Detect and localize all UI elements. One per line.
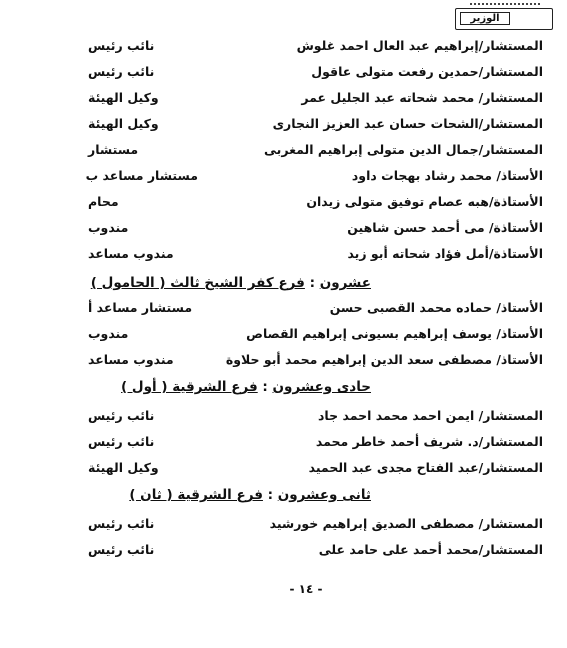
section-heading xyxy=(129,484,371,506)
person-name: الأستاذة/أمل فؤاد شحاته أبو زيد xyxy=(347,246,543,261)
list-item xyxy=(0,298,567,320)
person-name: الأستاذ/ مصطفى سعد الدين إبراهيم محمد أبو حلاوة xyxy=(225,352,543,367)
person-role: نائب رئيس xyxy=(88,64,155,79)
section-branch: فرع الشرقية ( ثان ) xyxy=(129,487,263,503)
section-branch: فرع الشرقية ( أول ) xyxy=(121,379,258,395)
list-item xyxy=(0,324,567,346)
list-item xyxy=(0,192,567,214)
person-name: المستشار/إبراهيم عبد العال احمد غلوش xyxy=(296,38,543,53)
list-item xyxy=(0,244,567,266)
section-separator: : xyxy=(262,487,278,503)
person-role: نائب رئيس xyxy=(88,38,155,53)
person-name: المستشار/ مصطفى الصديق إبراهيم خورشيد xyxy=(269,516,543,531)
person-name: المستشار/ محمد شحاته عبد الجليل عمر xyxy=(301,90,543,105)
list-item xyxy=(0,540,567,562)
header-dotted-line xyxy=(470,0,540,5)
person-role: وكيل الهيئة xyxy=(88,460,159,475)
person-role: مندوب مساعد xyxy=(88,246,174,261)
header-stamp xyxy=(455,8,553,30)
list-item xyxy=(0,406,567,428)
person-name: الأستاذ/ محمد رشاد بهجات داود xyxy=(351,168,543,183)
person-role: نائب رئيس xyxy=(88,542,155,557)
person-name: الأستاذ/ حماده محمد القصبى حسن xyxy=(329,300,543,315)
person-name: المستشار/الشحات حسان عبد العزيز النجارى xyxy=(272,116,543,131)
section-number: حادى وعشرون xyxy=(272,379,371,395)
person-name: الأستاذة/هبه عصام توفيق متولى زيدان xyxy=(306,194,543,209)
section-number: ثانى وعشرون xyxy=(277,487,371,503)
person-name: المستشار/عبد الفتاح مجدى عبد الحميد xyxy=(308,460,543,475)
person-role: مندوب xyxy=(88,326,129,341)
person-name: المستشار/ ايمن احمد محمد احمد جاد xyxy=(318,408,543,423)
person-role: وكيل الهيئة xyxy=(88,116,159,131)
person-role: نائب رئيس xyxy=(88,408,155,423)
list-item xyxy=(0,140,567,162)
person-role: مستشار مساعد أ xyxy=(88,300,193,315)
person-role: مستشار xyxy=(88,142,139,157)
person-name: المستشار/حمدين رفعت متولى عاقول xyxy=(311,64,543,79)
list-item xyxy=(0,458,567,480)
list-item xyxy=(0,88,567,110)
person-role: وكيل الهيئة xyxy=(88,90,159,105)
person-name: المستشار/محمد أحمد على حامد على xyxy=(318,542,543,557)
header-label: الوزير xyxy=(460,12,510,25)
list-item xyxy=(0,166,567,188)
person-role: محام xyxy=(88,194,119,209)
list-item xyxy=(0,218,567,240)
list-item xyxy=(0,514,567,536)
person-role: نائب رئيس xyxy=(88,516,155,531)
person-name: المستشار/جمال الدين متولى إبراهيم المغربى xyxy=(264,142,543,157)
list-item xyxy=(0,62,567,84)
list-item xyxy=(0,114,567,136)
person-name: الأستاذ/ يوسف إبراهيم بسيونى إبراهيم القصاص xyxy=(246,326,543,341)
list-item xyxy=(0,350,567,372)
section-number: عشرون xyxy=(319,275,371,291)
section-heading xyxy=(121,376,371,398)
section-branch: فرع كفر الشيخ ثالث ( الحامول ) xyxy=(90,275,305,291)
person-role: نائب رئيس xyxy=(88,434,155,449)
person-role: مندوب مساعد xyxy=(88,352,174,367)
section-separator: : xyxy=(257,379,273,395)
list-item xyxy=(0,36,567,58)
person-role: مستشار مساعد ب xyxy=(85,168,198,183)
list-item xyxy=(0,432,567,454)
person-name: الأستاذة/ مى أحمد حسن شاهين xyxy=(347,220,543,235)
person-role: مندوب xyxy=(88,220,129,235)
section-separator: : xyxy=(304,275,320,291)
page-number: - ١٤ - xyxy=(289,582,323,596)
section-heading xyxy=(91,272,371,294)
person-name: المستشار/د. شريف أحمد خاطر محمد xyxy=(315,434,543,449)
